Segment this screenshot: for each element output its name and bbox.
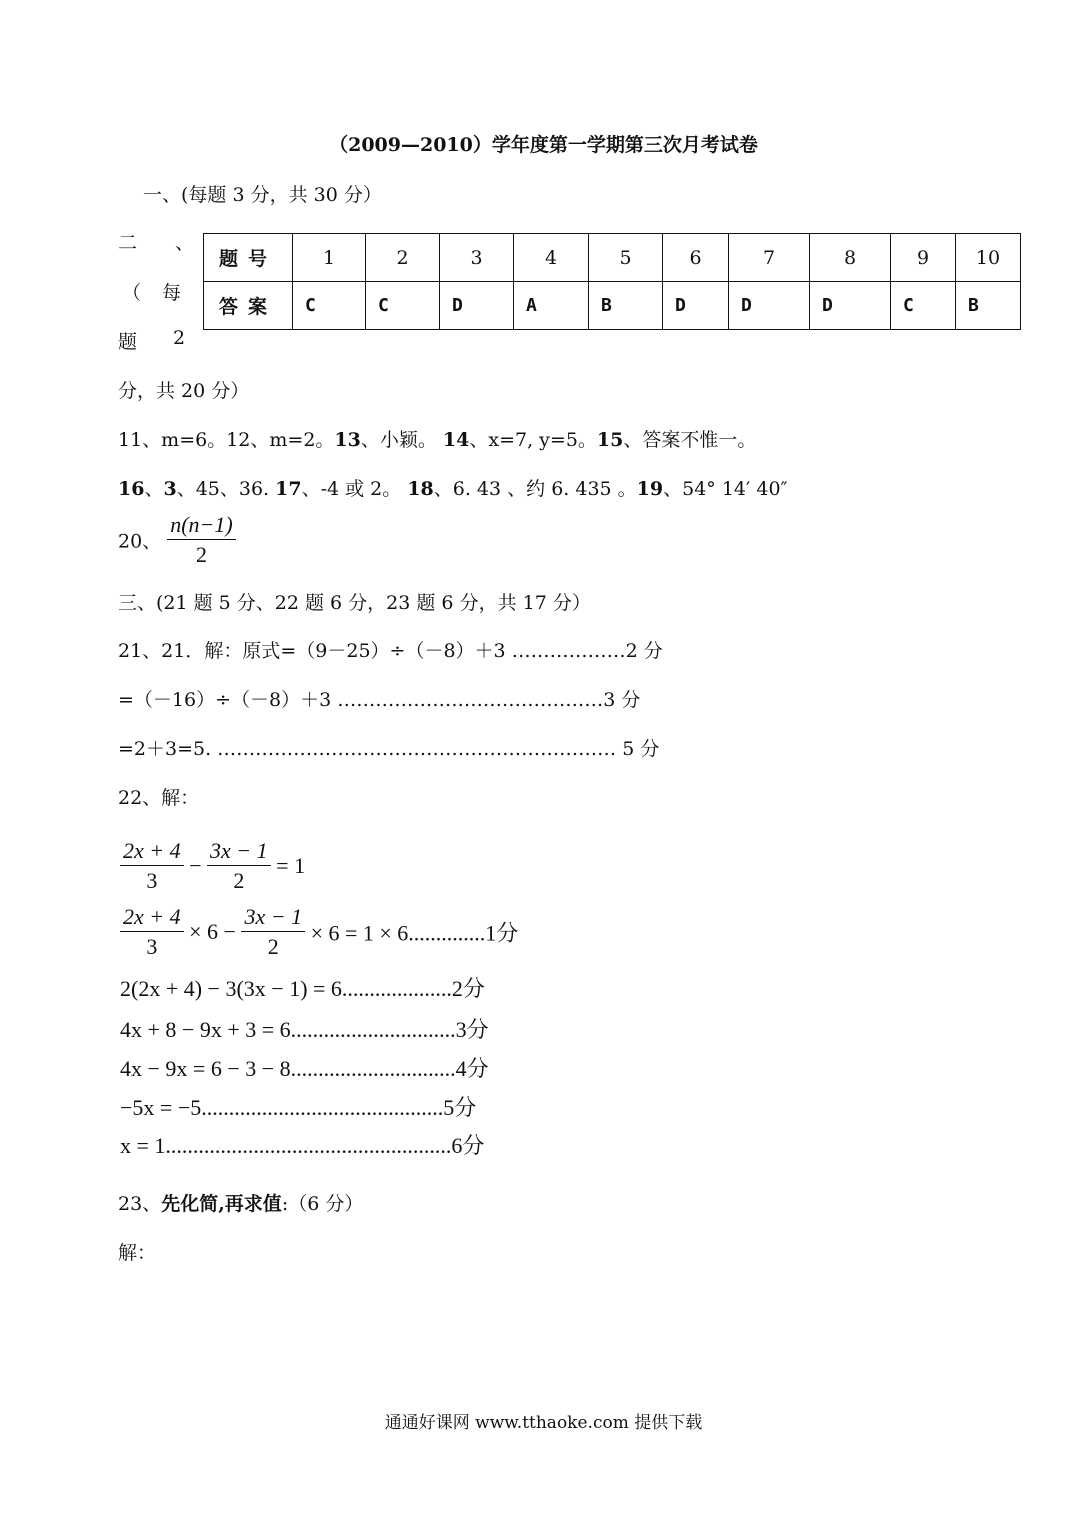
section-2-char: 2 [173, 327, 186, 349]
answer-fragment: 11、m=6。12、m=2。 [118, 429, 335, 451]
question-number-cell: 1 [293, 234, 366, 282]
solution-21-line: 21、21．解：原式=（9－25）÷（－8）＋3 ………………2 分 [118, 640, 663, 662]
question-number-cell: 5 [589, 234, 663, 282]
answer-fragment: 、-4 或 2。 [301, 478, 408, 500]
operator: − [189, 852, 202, 878]
answer-fragment: 、54° 14′ 40″ [663, 478, 788, 500]
answer-20 [118, 512, 236, 568]
answer-fragment: 、答案不惟一。 [623, 429, 757, 451]
answer-fragment: 、x=7, y=5。 [469, 429, 597, 451]
answer-fragment: 、45、36. [176, 478, 276, 500]
solution-21-line: =2＋3=5. ……………………………………………………… 5 分 [118, 738, 660, 760]
question-points: :（6 分） [281, 1193, 364, 1215]
question-22-label: 22、解： [118, 787, 200, 809]
equation-step: 4x + 8 − 9x + 3 = 6..............................3分 [120, 1017, 489, 1042]
section-2-char: 每 [162, 282, 182, 304]
answer-fragment: 、6. 43 、约 6. 435 。 [433, 478, 637, 500]
fraction [241, 904, 305, 960]
fraction [120, 838, 184, 894]
question-23-solution: 解： [118, 1242, 157, 1264]
answer-table [203, 233, 1021, 330]
table-row [204, 234, 1021, 282]
section-2-char: 、 [175, 232, 195, 254]
answer-fragment: 16 [118, 478, 145, 500]
answers-11-15 [118, 425, 756, 452]
answer-fragment: 、小颖。 [360, 429, 443, 451]
question-label: 23、 [118, 1193, 162, 1215]
table-row [204, 282, 1021, 330]
answer-cell: D [729, 282, 810, 330]
section-2-char: 二 [118, 232, 138, 254]
exam-title: （2009—2010）学年度第一学期第三次月考试卷 [329, 134, 758, 156]
question-number-cell: 10 [956, 234, 1021, 282]
section-1-heading: 一、(每题 3 分，共 30 分） [143, 184, 382, 206]
question-label: 20、 [118, 530, 162, 553]
section-2-char: 题 [118, 331, 138, 353]
question-number-cell: 8 [810, 234, 891, 282]
answer-fragment: 19 [636, 478, 664, 500]
equation-rhs: × 6 = 1 × 6..............1分 [310, 920, 519, 946]
fraction [167, 512, 236, 568]
question-number-cell: 9 [891, 234, 956, 282]
fraction-numerator: 2x + 4 [120, 838, 184, 866]
operator: × 6 − [189, 918, 236, 944]
row-label-question-number: 题号 [204, 234, 293, 282]
equation-step: −5x = −5............................................5分 [120, 1095, 477, 1120]
solution-21-line: =（－16）÷（－8）＋3 ……………………………………3 分 [118, 689, 641, 711]
fraction-denominator: 2 [195, 542, 207, 568]
equation-rhs: = 1 [276, 852, 306, 878]
fraction-denominator: 2 [233, 868, 245, 894]
answer-cell: B [589, 282, 663, 330]
answer-fragment: 17 [275, 478, 302, 500]
row-label-answer: 答案 [204, 282, 293, 330]
question-number-cell: 6 [663, 234, 729, 282]
answer-cell: C [366, 282, 440, 330]
fraction-numerator: n(n−1) [167, 512, 236, 540]
section-3-heading: 三、(21 题 5 分、22 题 6 分，23 题 6 分，共 17 分） [118, 592, 591, 614]
question-number-cell: 7 [729, 234, 810, 282]
equation-line [120, 838, 305, 894]
question-instruction: 先化简,再求值 [161, 1193, 282, 1215]
question-number-cell: 2 [366, 234, 440, 282]
question-23-heading [118, 1189, 363, 1216]
answer-fragment: 14 [442, 429, 470, 451]
equation-step: 2(2x + 4) − 3(3x − 1) = 6....................2分 [120, 976, 485, 1001]
answer-cell: C [891, 282, 956, 330]
question-number-cell: 3 [440, 234, 514, 282]
fraction [207, 838, 271, 894]
answer-cell: D [663, 282, 729, 330]
fraction-denominator: 3 [146, 868, 158, 894]
fraction [120, 904, 184, 960]
section-2-heading-tail: 分，共 20 分） [118, 380, 250, 402]
answer-fragment: 3 [163, 478, 177, 500]
answer-fragment: 、 [144, 478, 164, 500]
answer-cell: A [514, 282, 589, 330]
question-number-cell: 4 [514, 234, 589, 282]
answer-cell: C [293, 282, 366, 330]
answer-cell: D [810, 282, 891, 330]
fraction-numerator: 2x + 4 [120, 904, 184, 932]
answers-16-19 [118, 474, 788, 501]
fraction-denominator: 2 [267, 934, 279, 960]
equation-step: x = 1....................................................6分 [120, 1133, 485, 1158]
fraction-numerator: 3x − 1 [241, 904, 305, 932]
footer-source: 通通好课网 www.tthaoke.com 提供下载 [384, 1413, 703, 1433]
answer-fragment: 15 [596, 429, 624, 451]
answer-fragment: 13 [334, 429, 361, 451]
section-2-char: （ [122, 282, 142, 304]
answer-cell: B [956, 282, 1021, 330]
equation-line [120, 904, 518, 960]
answer-cell: D [440, 282, 514, 330]
fraction-numerator: 3x − 1 [207, 838, 271, 866]
fraction-denominator: 3 [146, 934, 158, 960]
equation-step: 4x − 9x = 6 − 3 − 8..............................4分 [120, 1056, 489, 1081]
answer-fragment: 18 [407, 478, 434, 500]
